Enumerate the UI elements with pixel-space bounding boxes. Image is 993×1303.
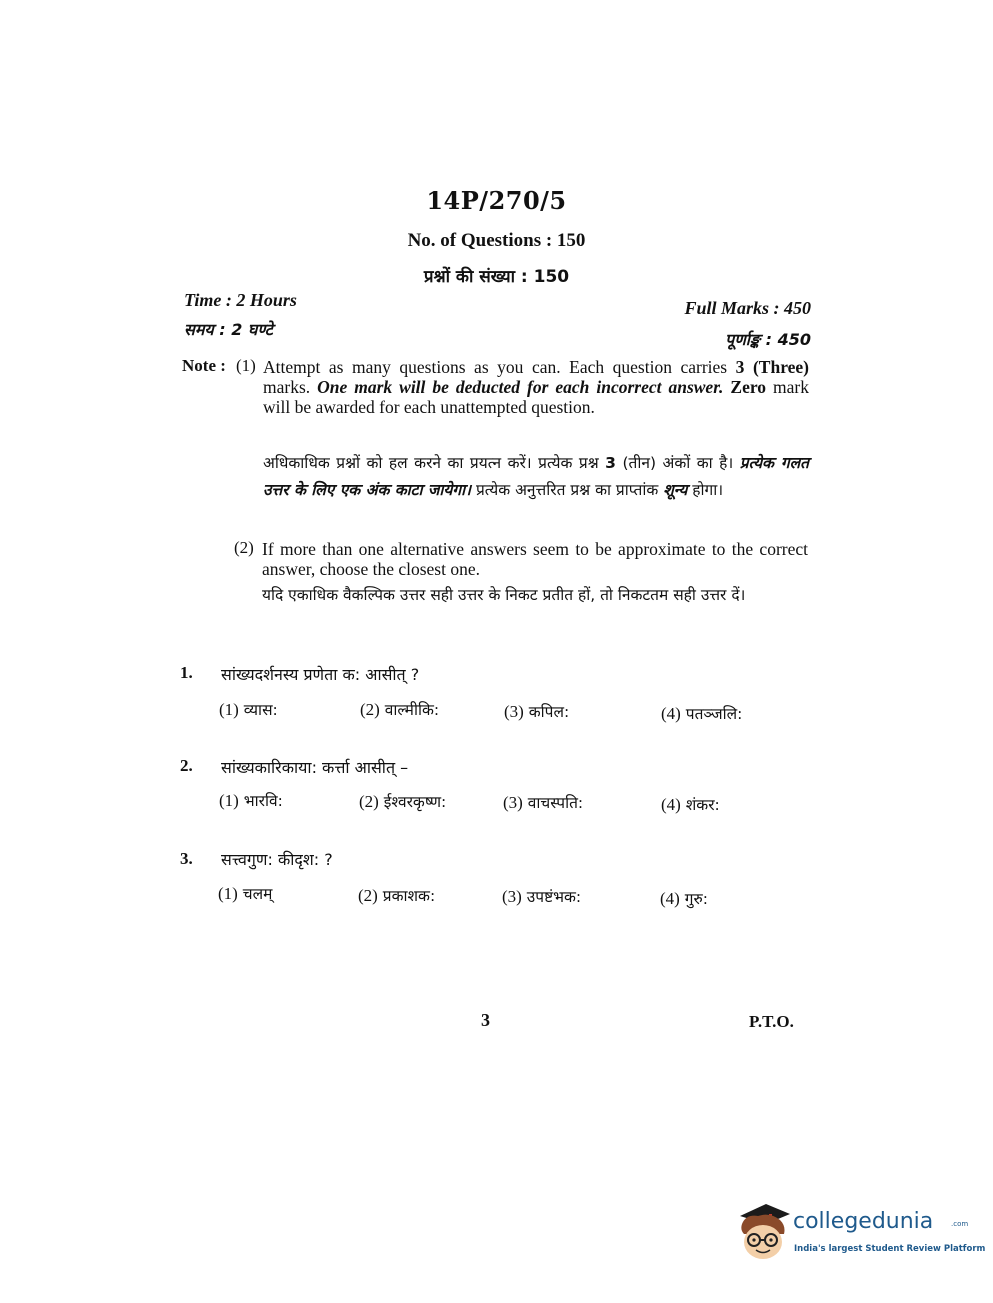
note-1-en-marks: 3 (Three)	[735, 357, 810, 377]
note-1-en-deduction: One mark will be deducted for each incorrect answer.	[317, 377, 724, 397]
note-1-marker: (1)	[236, 356, 256, 375]
option-4: (4) गुरु:	[660, 889, 708, 908]
option-4: (4) शंकर:	[661, 795, 720, 814]
option-2: (2) ईश्वरकृष्ण:	[359, 792, 447, 811]
full-marks-hindi: पूर्णाङ्क : 450	[725, 330, 811, 349]
question-count-hindi: प्रश्नों की संख्या : 150	[423, 267, 570, 287]
note-2-hindi: यदि एकाधिक वैकल्पिक उत्तर सही उत्तर के निकट प्रतीत हों, तो निकटतम सही उत्तर दें।	[262, 586, 746, 604]
question-number: 2.	[180, 756, 193, 775]
question-count-english: No. of Questions : 150	[407, 230, 586, 251]
logo-tagline: India's largest Student Review Platform	[794, 1244, 986, 1254]
time-hindi: समय : 2 घण्टे	[184, 320, 273, 339]
option-2: (2) प्रकाशक:	[358, 886, 436, 905]
option-3: (3) उपष्टंभक:	[502, 887, 582, 906]
note-1-hi-deduction: प्रत्येक गलत उत्तर के लिए एक अंक काटा जायेगा।	[263, 454, 809, 499]
note-1-hi-marks: 3	[605, 454, 616, 472]
note-1-english	[263, 357, 809, 417]
logo-brand-name: collegedunia	[793, 1209, 934, 1234]
option-1: (1) व्यास:	[219, 700, 278, 719]
note-1-hi-part-e: प्रत्येक अनुत्तरित प्रश्न का प्राप्तांक	[475, 481, 659, 499]
note-1-hi-part-a: अधिकाधिक प्रश्नों को हल करने का प्रयत्न करें। प्रत्येक प्रश्न	[263, 454, 599, 472]
question-text: सांख्यकारिकाया: कर्त्ता आसीत् –	[221, 758, 409, 777]
option-1: (1) भारवि:	[219, 791, 283, 810]
logo-domain: .com	[951, 1220, 969, 1228]
option-4: (4) पतञ्जलि:	[661, 704, 743, 723]
question-text: सत्त्वगुण: कीदृश: ?	[221, 850, 333, 869]
pto-label: P.T.O.	[749, 1012, 794, 1031]
option-1: (1) चलम्	[218, 884, 273, 903]
full-marks-english: Full Marks : 450	[684, 298, 811, 318]
option-2: (2) वाल्मीकि:	[360, 700, 440, 719]
note-1-hi-zero: शून्य	[663, 481, 688, 499]
option-3: (3) वाचस्पति:	[503, 793, 584, 812]
question-number: 3.	[180, 849, 193, 868]
note-1-en-part-a: Attempt as many questions as you can. Each question carries	[263, 357, 728, 377]
question-number: 1.	[180, 663, 193, 682]
option-3: (3) कपिल:	[504, 702, 570, 721]
note-1-hi-part-c: (तीन) अंकों का है।	[622, 454, 734, 472]
time-english: Time : 2 Hours	[184, 290, 297, 310]
note-2-marker: (2)	[234, 538, 254, 557]
note-1-en-zero: Zero	[730, 377, 767, 397]
question-text: सांख्यदर्शनस्य प्रणेता क: आसीत् ?	[221, 665, 420, 684]
paper-code: 14P/270/5	[426, 186, 567, 215]
note-2-english: If more than one alternative answers seem to be approximate to the correct answer, choose the closest one.	[262, 539, 808, 579]
note-label: Note :	[182, 356, 226, 375]
note-1-en-part-f: mark will be awarded for each unattempted question.	[263, 377, 810, 417]
page-number: 3	[481, 1010, 490, 1030]
note-1-hindi	[263, 450, 809, 504]
note-1-hi-part-g: होगा।	[692, 481, 724, 499]
note-1-en-part-c: marks.	[263, 377, 311, 397]
